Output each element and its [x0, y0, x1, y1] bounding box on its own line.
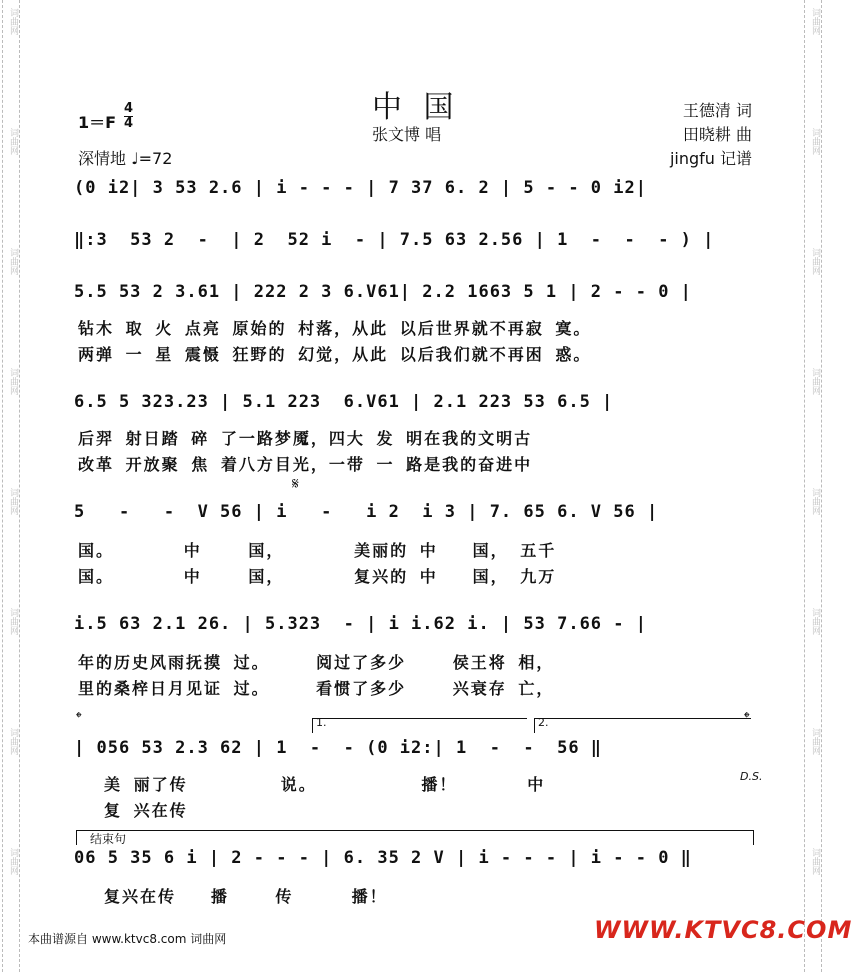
- ending-bracket: [76, 830, 754, 845]
- lyric-line: 国。 中 国， 美丽的 中 国， 五千: [78, 541, 557, 560]
- watermark-text: 词曲网: [810, 8, 820, 35]
- score-line-2: ‖:3 53 2 - | 2 52 i - | 7.5 63 2.56 | 1 - - - ) |: [74, 230, 715, 250]
- score-line-6: i.5 63 2.1 26. | 5.323 - | i i.62 i. | 53 7.66 - |: [74, 614, 647, 634]
- coda-icon: 𝄌: [76, 708, 82, 727]
- score-line-7: | 056 53 2.3 62 | 1 - - (0 i2:| 1 - - 56 ‖: [74, 738, 603, 758]
- lyric-line: 国。 中 国， 复兴的 中 国， 九万: [78, 567, 557, 586]
- watermark-text: 词曲网: [810, 128, 820, 155]
- watermark-text: 词曲网: [8, 488, 18, 515]
- watermark-text: 词曲网: [8, 848, 18, 875]
- watermark-text: 词曲网: [8, 128, 18, 155]
- composer-credit: 田晓耕 曲: [682, 125, 752, 144]
- lyric-line: 后羿 射日踏 碎 了一路梦魇，四大 发 明在我的文明古: [78, 429, 533, 448]
- watermark-text: 词曲网: [8, 368, 18, 395]
- key-signature: 1＝F: [78, 113, 117, 132]
- watermark-text: 词曲网: [8, 248, 18, 275]
- site-logo[interactable]: WWW.KTVC8.COM: [594, 916, 852, 944]
- ending-label: 结束句: [90, 832, 127, 846]
- score-line-3: 5.5 53 2 3.61 | 222 2 3 6.V61| 2.2 1663 5 1 | 2 - - 0 |: [74, 282, 692, 302]
- score-line-5: 5 - - V 56 | i - i 2 i 3 | 7. 65 6. V 56 |: [74, 502, 659, 522]
- watermark-text: 词曲网: [810, 248, 820, 275]
- lyric-line: 美 丽了传 说。 播！ 中: [104, 775, 546, 794]
- dal-segno-marking: D.S.: [740, 770, 763, 783]
- watermark-text: 词曲网: [810, 728, 820, 755]
- source-note: 本曲谱源自 www.ktvc8.com 词曲网: [28, 932, 227, 946]
- meter-top: 4: [124, 101, 134, 116]
- meter-bottom: 4: [124, 116, 134, 131]
- volta-2-label: 2.: [538, 716, 549, 729]
- tempo-marking: 深情地 ♩=72: [78, 149, 173, 168]
- watermark-text: 词曲网: [810, 848, 820, 875]
- first-ending-bracket: [312, 718, 527, 733]
- watermark-text: 词曲网: [8, 8, 18, 35]
- second-ending-bracket: [534, 718, 751, 733]
- score-line-1: (0 i2| 3 53 2.6 | i - - - | 7 37 6. 2 | 5 - - 0 i2|: [74, 178, 647, 198]
- lyric-line: 两弹 一 星 震慑 狂野的 幻觉，从此 以后我们就不再困 惑。: [78, 345, 592, 364]
- lyric-line: 年的历史风雨抚摸 过。 阅过了多少 侯王将 相，: [78, 653, 555, 672]
- score-line-4: 6.5 5 323.23 | 5.1 223 6.V61 | 2.1 223 53 6.5 |: [74, 392, 614, 412]
- singer-credit: 张文博 唱: [372, 125, 442, 144]
- volta-1-label: 1.: [316, 716, 327, 729]
- lyric-line: 复 兴在传: [104, 801, 188, 820]
- lyric-line: 改革 开放聚 焦 着八方目光，一带 一 路是我的奋进中: [78, 455, 533, 474]
- watermark-text: 词曲网: [810, 488, 820, 515]
- coda-icon: 𝄌: [744, 708, 750, 727]
- lyricist-credit: 王德清 词: [682, 101, 752, 120]
- transcriber-credit: jingfu 记谱: [669, 149, 752, 168]
- lyric-line: 复兴在传 播 传 播！: [104, 887, 388, 906]
- segno-icon: 𝄋: [292, 474, 299, 493]
- time-signature: [124, 102, 133, 131]
- watermark-text: 词曲网: [8, 728, 18, 755]
- watermark-text: 词曲网: [810, 608, 820, 635]
- lyric-line: 钻木 取 火 点亮 原始的 村落，从此 以后世界就不再寂 寞。: [78, 319, 592, 338]
- score-line-8: 06 5 35 6 i | 2 - - - | 6. 35 2 V | i - - - | i - - 0 ‖: [74, 848, 692, 868]
- watermark-text: 词曲网: [8, 608, 18, 635]
- lyric-line: 里的桑梓日月见证 过。 看惯了多少 兴衰存 亡，: [78, 679, 555, 698]
- song-title: 中 国: [372, 90, 460, 125]
- watermark-text: 词曲网: [810, 368, 820, 395]
